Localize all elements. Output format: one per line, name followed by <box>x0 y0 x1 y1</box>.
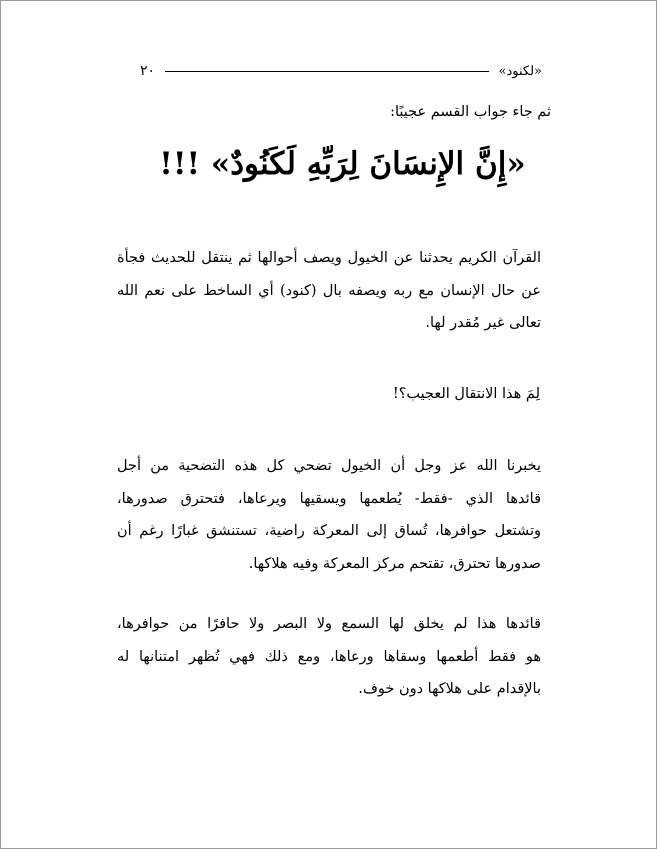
running-title: «لكنود» <box>498 63 542 79</box>
paragraph-2 <box>117 450 541 580</box>
question-line: لِمَ هذا الانتقال العجيب؟! <box>392 386 540 402</box>
text-line: قائدها هذا لم يخلق لها السمع ولا البصر ولا حافرًا من حوافرها، <box>117 616 541 632</box>
text-line: القرآن الكريم يحدثنا عن الخيول ويصف أحوالها ثم ينتقل للحديث فجأة <box>117 250 541 266</box>
running-header <box>140 60 542 82</box>
text-line: تعالى غير مُقدر لها. <box>425 315 541 331</box>
text-line: صدورها تحترق، تقتحم مركز المعركة وفيه هلاكها. <box>248 555 541 572</box>
header-rule <box>165 71 488 72</box>
paragraph-1 <box>117 242 541 340</box>
text-line: وتشتعل حوافرها، تُساق إلى المعركة راضية، تستنشق غبارًا رغم أن <box>117 523 541 539</box>
text-line: عن حال الإنسان مع ربه ويصفه بال (كنود) أي الساخط على نعم الله <box>117 282 541 299</box>
text-line: قائدها الذي -فقط- يُطعمها ويسقيها ويرعاها، فتحترق صدورها، <box>117 490 541 507</box>
intro-line: ثم جاء جواب القسم عجيبًا: <box>390 104 551 120</box>
text-line: هو فقط أطعمها وسقاها ورعاها، ومع ذلك فهي تُظهر امتنانها له <box>117 648 541 665</box>
text-line: بالإقدام على هلاكها دون خوف. <box>358 681 541 697</box>
page-number: ٢٠ <box>140 63 156 79</box>
verse-title: «إِنَّ الإِنسَانَ لِرَبِّهِ لَكَنُودٌ» !!! <box>159 146 526 182</box>
text-line: يخبرنا الله عز وجل أن الخيول تضحي كل هذه التضحية من أجل <box>117 458 541 474</box>
paragraph-3 <box>117 608 541 706</box>
